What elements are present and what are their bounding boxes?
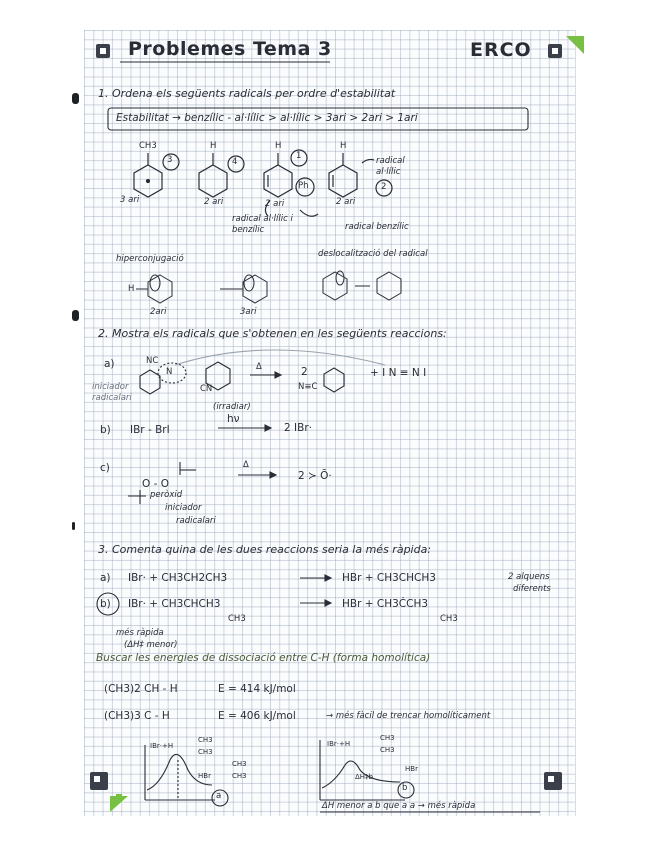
q2a-initiator: iniciador radicalari [92,382,132,403]
q1-stability: Estabilitat → benzílic - al·lílic > al·lílic > 3ari > 2ari > 1ari [116,112,418,124]
hyper-3ari: 3ari [240,307,257,317]
delocalization-label: deslocalització del radical [318,249,428,259]
q3-prompt: 3. Comenta quina de les dues reaccions seria la més ràpida: [98,543,432,556]
q2a-cn: CN [200,384,213,394]
q2c-delta: Δ [243,460,249,470]
q3-search: Buscar les energies de dissociació entre C-H (forma homolítica) [96,652,431,664]
hex3-number: 1 [296,151,302,161]
diag-b-l3: CH3 [380,746,395,754]
q3a-label: a) [100,572,111,584]
q2b-reactant: IBr - BrI [130,424,170,436]
page-title: Problemes Tema 3 [128,38,332,60]
hex4-class: 2 ari [336,197,356,207]
hex2-number: 4 [232,157,238,167]
q2a-n2: + I N ≡ N I [370,367,427,379]
q2a-product-coef: 2 [301,366,308,378]
hex4-note: radical al·lílic [376,156,405,177]
q2c-product: 2 ≻ Ō· [298,470,332,482]
q2c-note-radicalari: radicalari [176,516,216,526]
diag-b-l1: IBr·+H [327,740,351,748]
q2-prompt: 2. Mostra els radicals que s'obtenen en les següents reaccions: [98,327,447,340]
q3-fast2: (ΔH‡ menor) [124,640,178,650]
q3-e2-molecule: (CH3)3 C - H [104,710,170,722]
delocalization-sketch [323,271,401,300]
q2b-arrow [218,425,271,431]
q3b-products: HBr + CH3ĊCH3 [342,598,429,610]
green-bar-bottom [116,794,122,802]
green-corner-top-right [566,36,584,54]
q2a-delta: Δ [256,362,262,372]
hex1-number: 3 [167,155,173,165]
q2c-label: c) [100,462,110,474]
q2a-sketch [140,350,385,394]
hyperconjugation-label: hiperconjugació [116,254,184,264]
q2b-label: b) [100,424,111,436]
q3-fast1: més ràpida [116,628,164,638]
q2a-product-nc: N≡C [298,382,318,392]
diag-b-l5: HBr [405,765,418,773]
diag-a-l4: HBr [198,772,211,780]
hex3-class: 2 ari [265,199,285,209]
q3b-sub2: CH3 [440,614,458,624]
diag-a-l6: CH3 [232,772,247,780]
q3-bottom-conclusion: ΔH menor a b que a a → més ràpida [322,801,476,811]
q3b-reactant: IBr· + CH3CHCH3 [128,598,221,610]
hex3-ph: Ph [298,181,309,191]
hyperconjugation-sketch [136,275,267,303]
q2c-note-iniciador: iniciador [165,503,202,513]
diag-a-l3: CH3 [198,748,213,756]
diag-a-l1: IBr·+H [150,742,174,750]
diag-b-label: b [402,783,408,793]
q2c-note-peroxid: peròxid [150,490,183,500]
hex4-number: 2 [381,182,387,192]
q3a-reactant: IBr· + CH3CH2CH3 [128,572,228,584]
q3-e2-note: → més fàcil de trencar homolíticament [326,711,491,721]
hyper-h-label: H [128,284,135,294]
q2b-condition: (irradiar) [213,402,251,412]
energy-diagram-b [320,740,414,800]
hex4-h: H [340,141,347,151]
brand-label: ERCO [470,39,532,61]
hex3-note-benzilic: radical benzílic [345,222,409,232]
hex2-h: H [210,141,217,151]
hex1-ch3: CH3 [139,141,157,151]
q3b-label: b) [100,598,111,610]
q3b-sub: CH3 [228,614,246,624]
diag-a-l2: CH3 [198,736,213,744]
hex1-class: 3 ari [120,195,140,205]
hyper-2ari: 2ari [150,307,167,317]
diag-b-l4: ΔH‡b [355,773,373,781]
q2a-n: N [166,367,173,377]
q3a-note1: 2 alquens [508,572,550,582]
hex3-note: radical al·lílic i benzílic [232,214,293,235]
q3-e2-value: E = 406 kJ/mol [218,710,296,722]
q2a-nc: NC [146,356,159,366]
hex2-class: 2 ari [204,197,224,207]
q2b-hv: hν [227,413,240,425]
hex3-h: H [275,141,282,151]
q1-prompt: 1. Ordena els següents radicals per ordre d'estabilitat [98,87,396,100]
q3a-note2: diferents [513,584,551,594]
diag-a-l5: CH3 [232,760,247,768]
q2c-reactant: O - O [142,478,169,490]
diag-b-l2: CH3 [380,734,395,742]
q2a-label: a) [104,358,115,370]
q2b-product: 2 IBr· [284,422,312,434]
q3-e1-molecule: (CH3)2 CH - H [104,683,178,695]
diag-a-label: a [216,791,222,801]
q3a-products: HBr + CH3CHCH3 [342,572,436,584]
q3-e1-value: E = 414 kJ/mol [218,683,296,695]
